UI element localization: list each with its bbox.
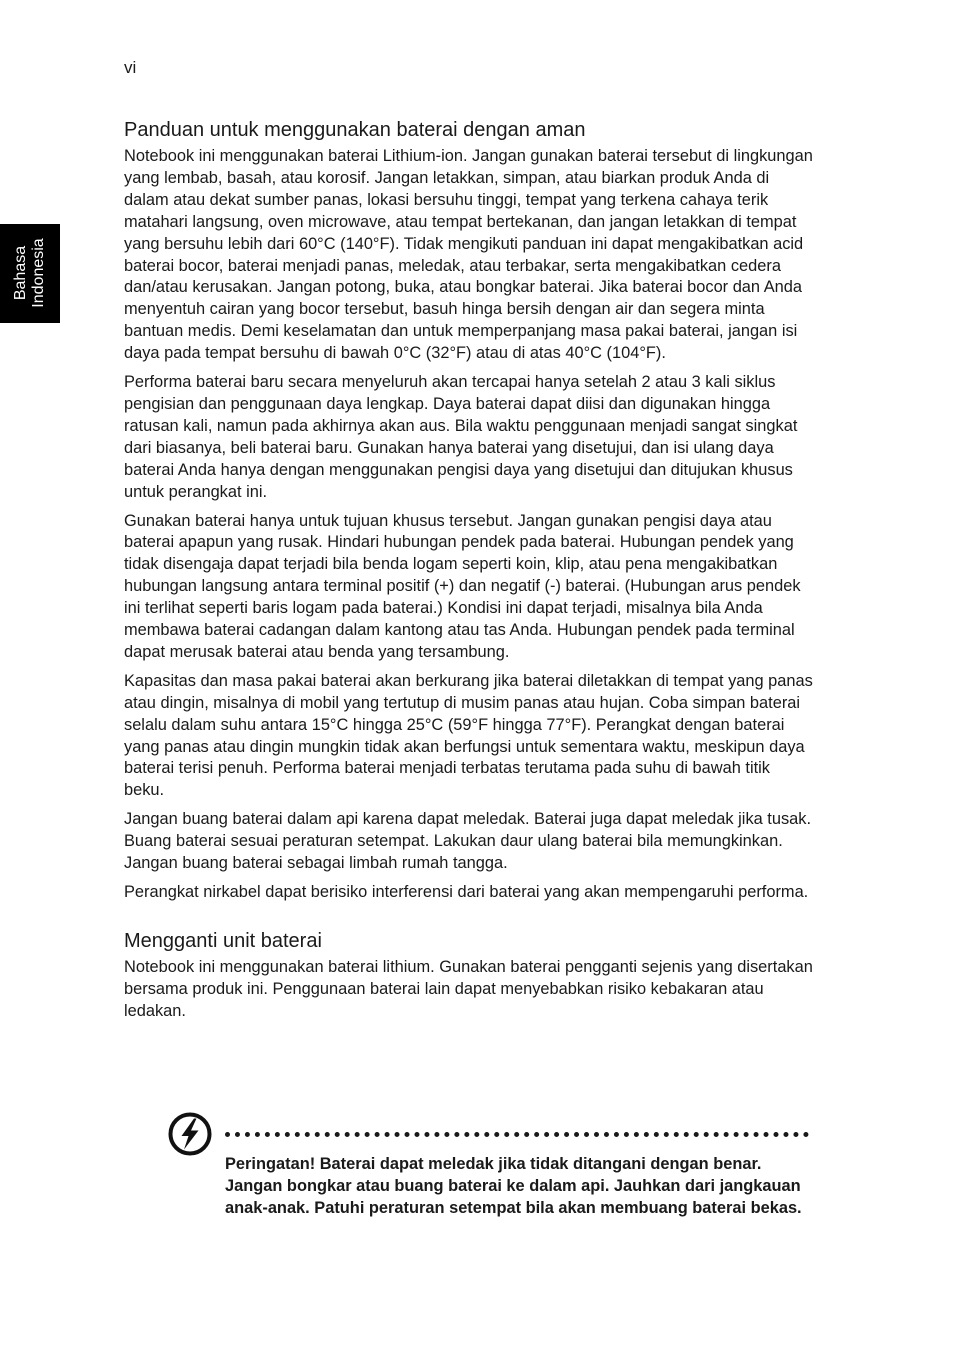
language-side-tab-line2: Indonesia [30,238,47,308]
page-number: vi [124,58,137,77]
main-content [124,117,814,1030]
battery-safety-paragraph-6: Perangkat nirkabel dapat berisiko interferensi dari baterai yang akan mempengaruhi performa. [124,883,809,901]
language-side-tab-label [12,238,48,307]
battery-safety-paragraph-1: Notebook ini menggunakan baterai Lithium-ion. Jangan gunakan baterai tersebut di lingkungan yang lembab, basah, atau korosif. Jangan letakkan, simpan, atau biarkan produk Anda di dalam atau dekat sumber panas, lokasi bersuhu tinggi, tempat yang terkena cahaya terik matahari langsung, oven microwave, atau tempat bertekanan, dan jangan letakkan di tempat yang bersuhu lebih dari 60°C (140°F). Tidak mengikuti panduan ini dapat mengakibatkan acid baterai bocor, baterai menjadi panas, meledak, atau terbakar, serta mengakibatkan cedera dan/atau kerusakan. Jangan potong, buka, atau bongkar baterai. Jika baterai bocor dan Anda menyentuh cairan yang bocor tersebut, basuh hinga bersih dengan air dan segera minta bantuan medis. Demi keselamatan dan untuk memperpanjang masa pakai baterai, jangan isi daya pada tempat bersuhu di bawah 0°C (32°F) atau di atas 40°C (104°F). [124,147,813,363]
section-heading-battery-safety: Panduan untuk menggunakan baterai dengan aman [124,119,586,141]
battery-safety-paragraph-4: Kapasitas dan masa pakai baterai akan berkurang jika baterai diletakkan di tempat yang panas atau dingin, misalnya di mobil yang tertutup di musim panas atau hujan. Coba simpan baterai selalu dalam suhu antara 15°C hingga 25°C (59°F hingga 77°F). Perangkat dengan baterai yang panas atau dingin mungkin tidak akan berfungsi untuk sementara waktu, meskipun daya baterai terisi penuh. Performa baterai menjadi terbatas terutama pada suhu di bawah titik beku. [124,671,813,800]
warning-text: Peringatan! Baterai dapat meledak jika tidak ditangani dengan benar. Jangan bongkar atau buang baterai ke dalam api. Jauhkan dari jangkauan anak-anak. Patuhi peraturan setempat bila akan membuang baterai bekas. [225,1155,802,1217]
language-side-tab-line1: Bahasa [12,245,29,301]
language-side-tab [0,224,60,323]
replace-battery-paragraph: Notebook ini menggunakan baterai lithium. Gunakan baterai pengganti sejenis yang disertakan bersama produk ini. Penggunaan baterai lain dapat menyebabkan risiko kebakaran atau ledakan. [124,957,813,1020]
battery-safety-paragraph-3: Gunakan baterai hanya untuk tujuan khusus tersebut. Jangan gunakan pengisi daya atau baterai apapun yang rusak. Hindari hubungan pendek pada baterai. Hubungan pendek yang tidak disengaja dapat terjadi bila benda logam seperti koin, klip, atau pena mengakibatkan hubungan langsung antara terminal positif (+) dan negatif (-) baterai. (Hubungan arus pendek ini terlihat seperti baris logam pada baterai.) Kondisi ini dapat terjadi, misalnya bila Anda membawa baterai cadangan dalam kantong atau tas Anda. Hubungan pendek pada terminal dapat merusak baterai atau benda yang tersambung. [124,511,801,661]
section-heading-replace-battery: Mengganti unit baterai [124,929,322,952]
warning-lightning-icon [167,1111,213,1157]
battery-safety-paragraph-2: Performa baterai baru secara menyeluruh akan tercapai hanya setelah 2 atau 3 kali siklus pengisian dan penggunaan daya lengkap. Daya baterai dapat diisi dan digunakan hingga ratusan kali, namun pada akhirnya akan aus. Bila waktu penggunaan menjadi sangat singkat dari biasanya, beli baterai baru. Gunakan hanya baterai yang disetujui, dan isi ulang daya baterai Anda hanya dengan menggunakan pengisi daya yang disetujui dan ditujukan khusus untuk perangkat ini. [124,373,798,501]
warning-divider [225,1132,809,1137]
battery-safety-paragraph-5: Jangan buang baterai dalam api karena dapat meledak. Baterai juga dapat meledak jika tusak. Buang baterai sesuai peraturan setempat. Lakukan daur ulang baterai bila memungkinkan. Jangan buang baterai sebagai limbah rumah tangga. [124,810,812,873]
warning-box [167,1111,812,1251]
